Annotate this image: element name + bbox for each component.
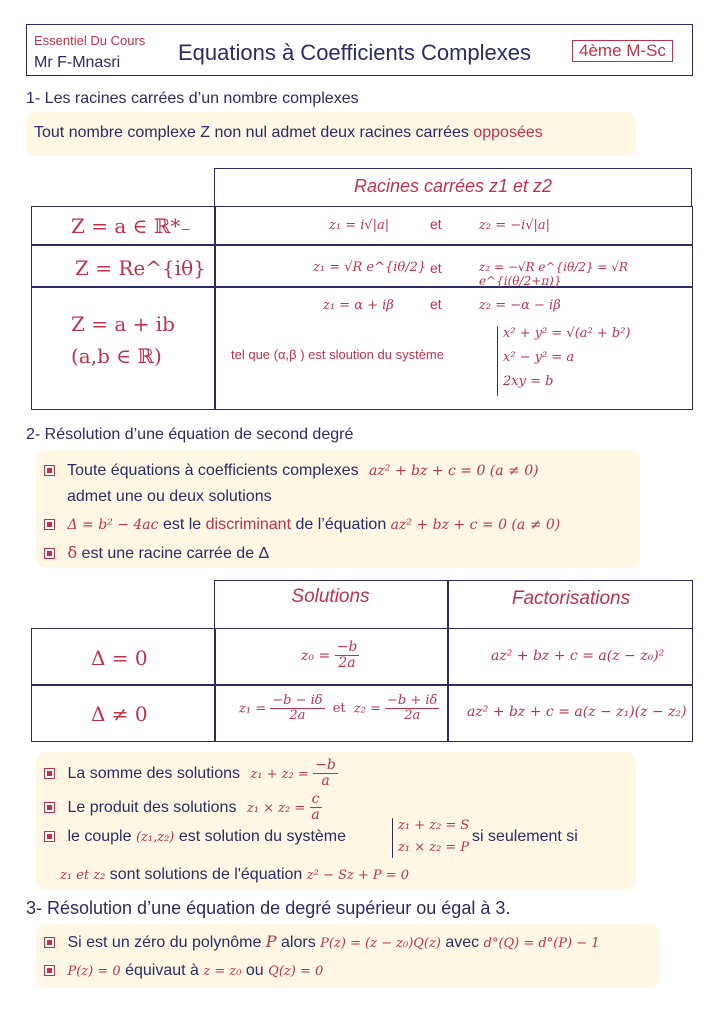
- s2-b1-text: Toute équations à coefficients complexes: [67, 462, 359, 479]
- prop-sum-den: a: [321, 773, 330, 790]
- bullet-icon: [44, 768, 55, 779]
- bullet-icon: [44, 465, 55, 476]
- statement-main: Tout nombre complexe Z non nul admet deux racines carrées: [34, 124, 469, 141]
- s3-b2-eq3: Q(z) = 0: [268, 964, 324, 979]
- s3-b1-text-c: avec: [445, 934, 480, 951]
- sol-row2-sep: et: [332, 701, 346, 717]
- sol-row2-frac1: [270, 694, 324, 724]
- s2-bullet3: [44, 543, 269, 563]
- roots-table: [31, 168, 693, 410]
- solutions-table: [31, 580, 693, 742]
- sol-row1-den: 2a: [338, 655, 356, 672]
- s2-b3-text: est une racine carrée de Δ: [81, 545, 270, 562]
- s3-b1-text-b: alors: [281, 934, 316, 951]
- s2-b2-text-b: de l’équation: [295, 516, 387, 533]
- row3-condition: tel que (α,β ) est sloution du système: [231, 347, 444, 362]
- prop-equation-text: sont solutions de l'équation: [109, 866, 303, 883]
- row3-case-1: Z = a + ib: [71, 312, 175, 336]
- prop-equation-pair: z₁ et z₂: [60, 868, 106, 883]
- solutions-row-divider: [31, 684, 693, 686]
- sol-row2-den1: 2a: [289, 708, 306, 724]
- row2-case: Z = Re^{iθ}: [75, 256, 206, 280]
- prop-product-text: Le produit des solutions: [67, 799, 237, 817]
- s2-b2-eq: az² + bz + c = 0 (a ≠ 0): [390, 517, 561, 533]
- bullet-icon: [44, 831, 55, 842]
- prop-system-sys-2: z₁ × z₂ = P: [398, 840, 470, 855]
- section2-heading: 2- Résolution d’une équation de second degré: [26, 426, 354, 443]
- sol-row1-left: z₀ =: [301, 647, 331, 664]
- row3-case-2: (a,b ∈ ℝ): [71, 344, 162, 368]
- s2-bullet1: [44, 462, 539, 480]
- row3-sys-3: 2xy = b: [503, 374, 554, 389]
- row1-z2: z₂ = −i√|a|: [479, 218, 551, 233]
- sol-row1-factor: az² + bz + c = a(z − z₀)²: [491, 648, 665, 664]
- prop-sum: [44, 758, 338, 790]
- sol-row1-num: −b: [336, 639, 358, 655]
- section1-heading: 1- Les racines carrées d’un nombre complexes: [26, 90, 359, 107]
- sol-row2-z2-num: −b + iδ: [387, 693, 438, 708]
- row2-z1: z₁ = √R e^{iθ/2}: [313, 260, 427, 275]
- prop-product-den: a: [311, 807, 320, 824]
- page-title: Equations à Coefficients Complexes: [178, 40, 532, 65]
- row2-sep: et: [430, 260, 442, 276]
- row3-sys-1: x² + y² = √(a² + b²): [503, 326, 631, 341]
- s2-b2-delta: Δ = b² − 4ac: [67, 517, 159, 533]
- row3-z2: z₂ = −α − iβ: [479, 298, 561, 313]
- sol-row1-solution: [301, 640, 359, 672]
- roots-col-divider: [214, 206, 216, 410]
- s2-b2-highlight: discriminant: [205, 516, 292, 533]
- s2-b3-delta: δ: [67, 543, 78, 562]
- row1-sep: et: [430, 216, 442, 232]
- s3-b2-eq2: z = z₀: [203, 964, 242, 979]
- section3-heading: 3- Résolution d’une équation de degré supérieur ou égal à 3.: [26, 898, 511, 918]
- sol-row2-z1-num: −b − iδ: [272, 693, 323, 708]
- s3-b1-deg: d°(Q) = d°(P) − 1: [483, 936, 600, 951]
- prop-product-num: c: [311, 791, 320, 807]
- roots-table-title: Racines carrées z1 et z2: [353, 176, 553, 196]
- course-line: Essentiel Du Cours: [34, 33, 146, 48]
- prop-system-sys-1: z₁ + z₂ = S: [398, 818, 470, 833]
- sol-row2-frac2: [385, 694, 439, 724]
- prop-product-left: z₁ × z₂ =: [246, 801, 306, 817]
- prop-system-text-b: est solution du système: [178, 828, 347, 845]
- prop-product-frac: [310, 792, 322, 824]
- s3-b2-text-a: équivaut à: [125, 962, 199, 979]
- row1-case: Z = a ∈ ℝ*₋: [71, 214, 191, 238]
- s3-b1-text-a: Si est un zéro du polynôme: [67, 934, 262, 951]
- s2-b1-eq: az² + bz + c = 0 (a ≠ 0): [369, 463, 539, 479]
- sol-row1-case: Δ = 0: [91, 646, 148, 670]
- sol-row2-z1: z₁ =: [239, 701, 267, 717]
- sol-row2-solution: [239, 694, 439, 724]
- row3-sys-2: x² − y² = a: [503, 350, 575, 365]
- roots-row-divider-1: [31, 244, 693, 246]
- section1-statement: [34, 124, 543, 142]
- prop-system-brace: [392, 818, 393, 858]
- level-badge: 4ème M-Sc: [572, 40, 673, 62]
- s2-bullet2: [44, 516, 560, 534]
- prop-sum-text: La somme des solutions: [67, 765, 240, 783]
- row3-sep: et: [430, 296, 442, 312]
- prop-sum-left: z₁ + z₂ =: [250, 767, 309, 783]
- prop-system-text-c: si seulement si: [472, 828, 578, 845]
- author: Mr F-Mnasri: [34, 54, 121, 71]
- bullet-icon: [44, 937, 55, 948]
- sol-row2-case: Δ ≠ 0: [91, 702, 148, 726]
- row3-system-brace: [497, 326, 498, 396]
- bullet-icon: [44, 802, 55, 813]
- prop-system-text-a: le couple: [67, 828, 132, 845]
- bullet-icon: [44, 548, 55, 559]
- s3-b1-P: P: [265, 932, 277, 951]
- row3-z1: z₁ = α + iβ: [323, 298, 394, 313]
- statement-highlight: opposées: [473, 124, 543, 141]
- prop-system: [44, 828, 346, 846]
- col-solutions: Solutions: [291, 586, 370, 607]
- col-factorisations: Factorisations: [511, 588, 631, 609]
- prop-system-pair: (z₁,z₂): [135, 830, 175, 845]
- sol-row2-den2: 2a: [404, 708, 421, 724]
- sol-row1-frac: [335, 640, 360, 672]
- bullet-icon: [44, 965, 55, 976]
- prop-equation: [60, 866, 409, 884]
- s3-bullet2: [44, 962, 323, 980]
- prop-product: [44, 792, 322, 824]
- sol-row2-factor: az² + bz + c = a(z − z₁)(z − z₂): [467, 704, 687, 720]
- bullet-icon: [44, 519, 55, 530]
- row2-z2: z₂ = −√R e^{iθ/2} = √R e^{i(θ/2+π)}: [479, 260, 628, 288]
- s2-b2-text-a: est le: [162, 516, 202, 533]
- sol-row2-z2: z₂ =: [353, 701, 381, 717]
- prop-sum-frac: [313, 758, 338, 790]
- prop-equation-eq: z² − Sz + P = 0: [306, 868, 410, 883]
- prop-sum-num: −b: [315, 757, 336, 773]
- row1-z1: z₁ = i√|a|: [329, 218, 390, 233]
- s2-b1-line2: admet une ou deux solutions: [67, 488, 272, 505]
- s3-b2-text-b: ou: [245, 962, 264, 979]
- s3-bullet1: [44, 932, 600, 952]
- s3-b1-eq: P(z) = (z − z₀)Q(z): [320, 936, 441, 951]
- s3-b2-eq1: P(z) = 0: [67, 964, 121, 979]
